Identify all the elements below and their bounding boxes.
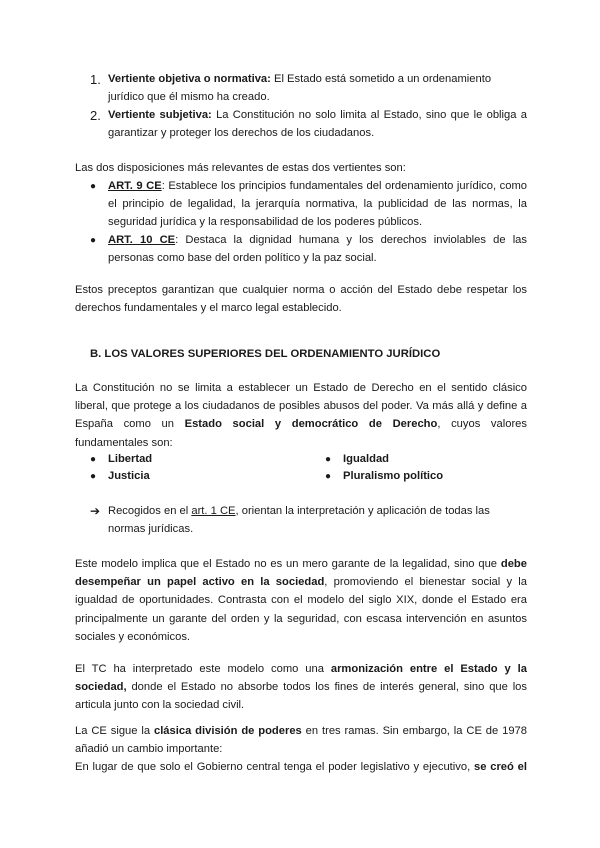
value-libertad: Libertad: [108, 453, 153, 465]
bullet-icon: ●: [90, 454, 97, 465]
bullet-icon: ●: [325, 471, 332, 482]
para-ce: La CE sigue la clásica división de poderes en tres ramas. Sin embargo, la CE de 1978 añadió un cambio importante:: [75, 725, 527, 756]
value-pluralismo: Pluralismo político: [343, 470, 444, 482]
bullet-icon: ●: [90, 235, 97, 246]
value-igualdad: Igualdad: [343, 453, 389, 465]
para-modelo: Este modelo implica que el Estado no es un mero garante de la legalidad, sino que debe desempeñar un papel activo en la sociedad, promoviendo el bienestar social y la igualdad de oportunidades. Contrasta con el modelo del siglo XIX, donde el Estado era principalmente un garante del orden y la seguridad, con escasa intervención en asuntos sociales y económicos.: [75, 558, 527, 643]
numbered-item-objetiva: Vertiente objetiva o normativa: El Estado está sometido a un ordenamiento jurídico que él mismo ha creado.: [108, 73, 492, 104]
article-9-item: ART. 9 CE: Establece los principios fundamentales del ordenamiento jurídico, como el principio de legalidad, la jerarquía normativa, la publicidad de las normas, la seguridad jurídica y la responsabilidad de los poderes públicos.: [108, 180, 527, 229]
para-constitucion: La Constitución no se limita a establecer un Estado de Derecho en el sentido clásico liberal, que protege a los ciudadanos de posibles abusos del poder. Va más allá y define a España como un Estado social y democrático de Derecho, cuyos valores fundamentales son:: [75, 382, 527, 449]
bullet-icon: ●: [90, 471, 97, 482]
numbered-item-subjetiva: Vertiente subjetiva: La Constitución no solo limita al Estado, sino que le obliga a garantizar y proteger los derechos de los ciudadanos.: [108, 109, 527, 140]
value-justicia: Justicia: [108, 470, 150, 482]
bullet-icon: ●: [90, 181, 97, 192]
para-tc: El TC ha interpretado este modelo como una armonización entre el Estado y la sociedad, donde el Estado no absorbe todos los fines de interés general, sino que los articula junto con la sociedad civil.: [75, 663, 527, 712]
arrow-icon: ➔: [90, 504, 101, 518]
art-1-link[interactable]: art. 1 CE: [191, 505, 236, 517]
intro-dispositions: Las dos disposiciones más relevantes de estas dos vertientes son:: [75, 162, 406, 174]
para-preceptos: Estos preceptos garantizan que cualquier norma o acción del Estado debe respetar los derechos fundamentales y el marco legal establecido.: [75, 284, 527, 315]
arrow-note: Recogidos en el art. 1 CE, orientan la interpretación y aplicación de todas las normas jurídicas.: [108, 505, 490, 536]
list-marker: 2.: [90, 108, 101, 123]
para-gobierno: En lugar de que solo el Gobierno central tenga el poder legislativo y ejecutivo, se creó el: [75, 761, 527, 773]
bullet-icon: ●: [325, 454, 332, 465]
list-marker: 1.: [90, 72, 101, 87]
section-heading: B. LOS VALORES SUPERIORES DEL ORDENAMIENTO JURÍDICO: [90, 348, 441, 360]
art-9-link[interactable]: ART. 9 CE: [108, 180, 162, 192]
article-10-item: ART. 10 CE: Destaca la dignidad humana y los derechos inviolables de las personas como base del orden político y la paz social.: [108, 234, 527, 265]
art-10-link[interactable]: ART. 10 CE: [108, 234, 176, 246]
